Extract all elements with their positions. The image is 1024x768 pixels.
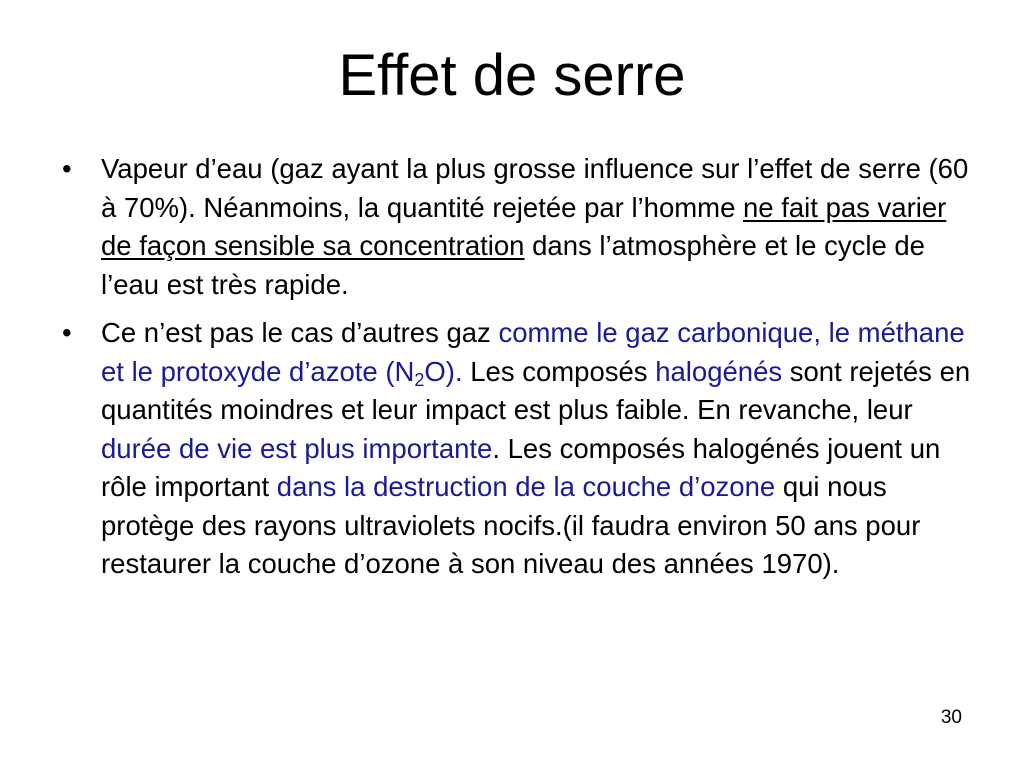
bullet-text: sont rejetés en quantités moindres et leur impact est plus faible. En revanche, leur [101, 355, 971, 425]
highlighted-text-main: comme le gaz carbonique, le méthane et le protoxyde d’azote (N [101, 317, 965, 387]
bullet-text: Les composés [462, 355, 656, 387]
bullet-list [58, 150, 978, 594]
bullet-text: Ce n’est pas le cas d’autres gaz [101, 317, 499, 348]
underlined-text: ne fait pas varier de façon sensible sa concentration [101, 191, 947, 261]
bullet-text: dans l’atmosphère et le cycle de l’eau est très rapide. [101, 230, 925, 300]
bullet-text: qui nous protège des rayons ultraviolets nocifs.(il faudra environ 50 ans pour restaurer la couche d’ozone à son niveau des années 1970). [101, 471, 921, 579]
bullet-text: Vapeur d’eau (gaz ayant la plus grosse influence sur l’effet de serre (60 à 70%). Néanmoins, la quantité rejetée par l’homme [101, 153, 969, 223]
slide-title: Effet de serre [338, 43, 686, 108]
highlighted-text-end: O). [424, 355, 463, 387]
highlighted-text: durée de vie est plus importante [101, 432, 493, 464]
subscript-2: 2 [414, 369, 425, 390]
page-number: 30 [940, 707, 962, 728]
bullet-marker: • [62, 153, 72, 184]
highlighted-text: halogénés [655, 355, 783, 387]
bullet-marker: • [62, 317, 72, 348]
bullet-other-gases [58, 314, 978, 584]
bullet-water-vapour [58, 150, 978, 304]
bullet-text: . Les composés halogénés jouent un rôle important [101, 432, 941, 502]
highlighted-text: dans la destruction de la couche d’ozone [276, 471, 776, 502]
